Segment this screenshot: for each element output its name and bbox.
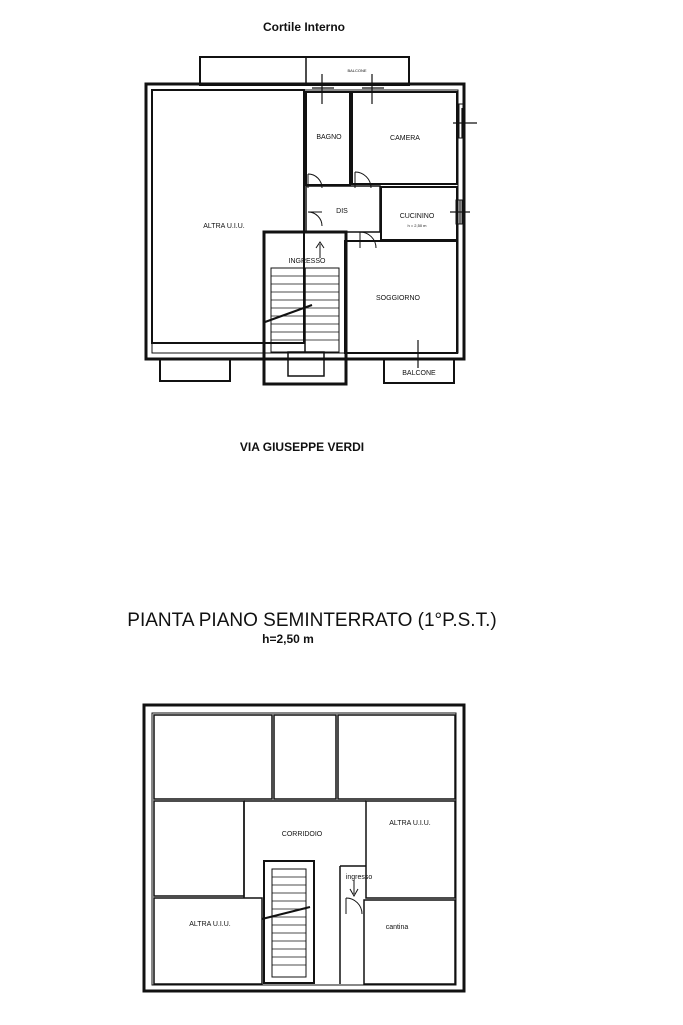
basement-outer-wall (144, 705, 464, 991)
closet-label: DIS (336, 208, 348, 215)
street-label: VIA GIUSEPPE VERDI (239, 440, 365, 454)
upper-plan (146, 57, 477, 384)
bedroom-label: CAMERA (390, 135, 420, 142)
basement-height: h=2,50 m (262, 632, 314, 646)
lower-plan (144, 705, 464, 991)
corridor-label: CORRIDOIO (281, 831, 323, 838)
left-balcony-slab (160, 359, 230, 381)
other-unit-left-room (154, 898, 262, 984)
courtyard-label: Cortile Interno (262, 20, 346, 34)
top-balcony-label: BALCONE (347, 68, 367, 73)
other-unit-label: ALTRA U.I.U. (203, 223, 245, 230)
other-unit-right-label: ALTRA U.I.U. (389, 820, 431, 827)
other-unit-left-label: ALTRA U.I.U. (189, 921, 231, 928)
other-unit-right-room (366, 801, 455, 898)
cellar-label: cantina (385, 924, 409, 931)
bathroom-label: BAGNO (316, 134, 342, 141)
entrance-basement-label: ingresso (345, 874, 373, 881)
kitchenette-label: CUCININO (399, 213, 435, 220)
entrance-label: INGRESSO (288, 258, 326, 265)
other-unit-room (152, 90, 304, 343)
bottom-balcony-label: BALCONE (402, 370, 436, 377)
living-label: SOGGIORNO (376, 295, 420, 302)
kitchenette-height: h = 2,50 m (407, 223, 427, 228)
top-balcony-slab (200, 57, 409, 85)
basement-title: PIANTA PIANO SEMINTERRATO (1°P.S.T.) (127, 610, 497, 631)
cellar-room (364, 900, 455, 984)
